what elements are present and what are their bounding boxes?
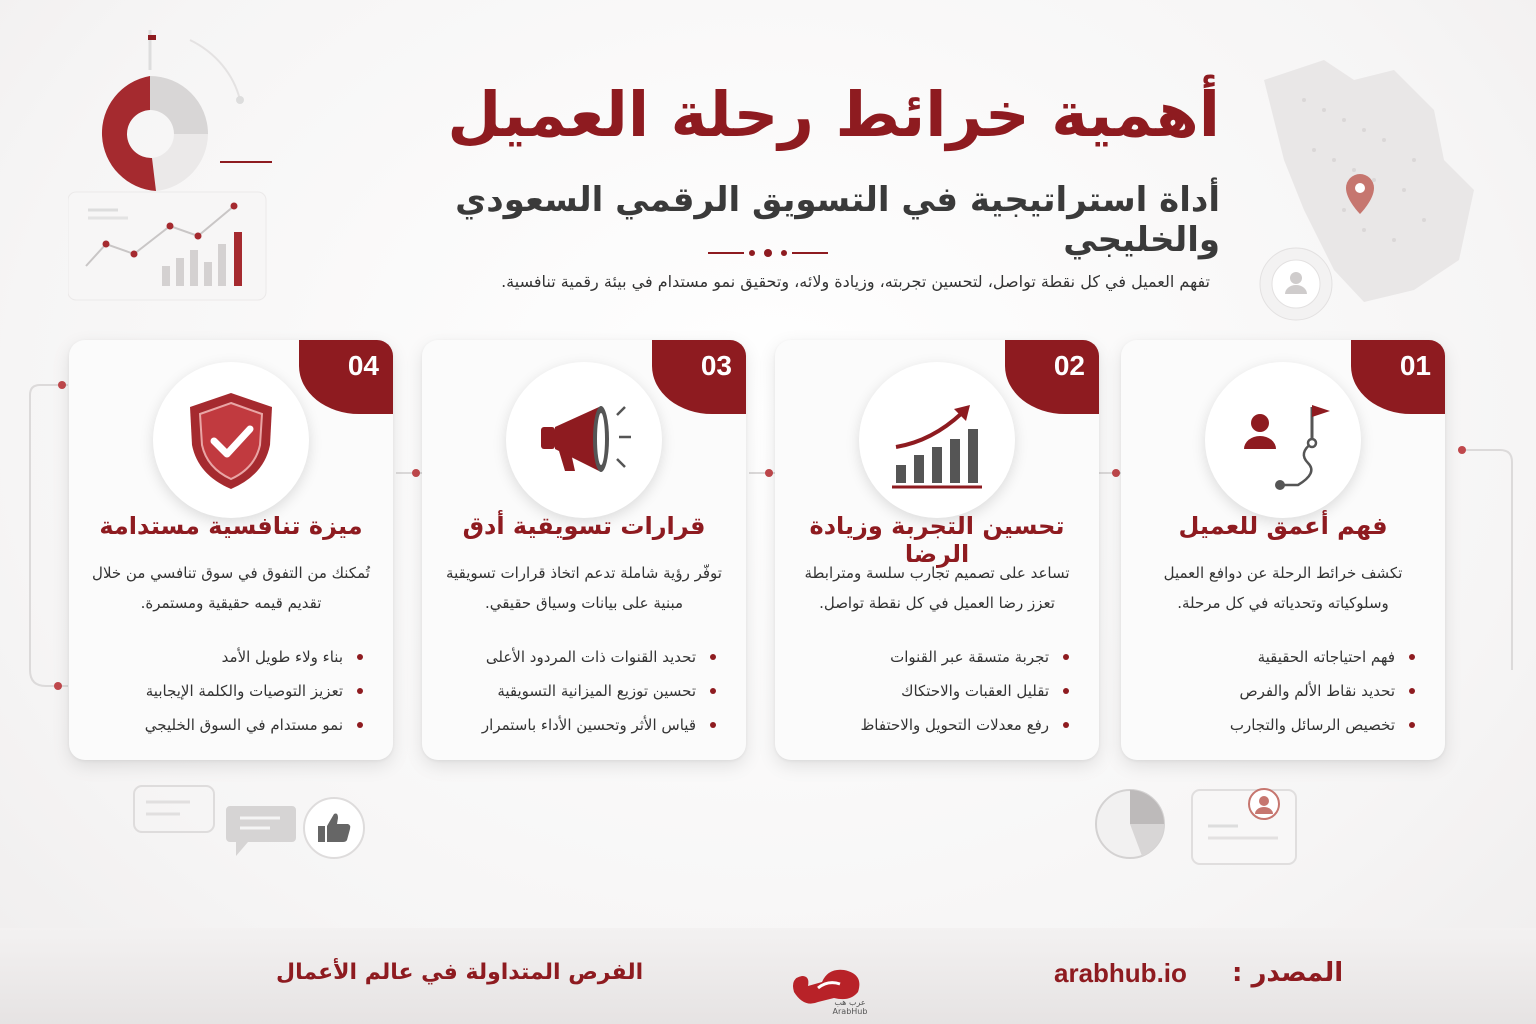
page-subtitle: أداة استراتيجية في التسويق الرقمي السعودي والخليجي [455,180,1220,260]
card-title: فهم أعمق للعميل [1178,512,1388,540]
list-item: تقليل العقبات والاحتكاك [805,674,1069,708]
card-title: ميزة تنافسية مستدامة [99,512,363,540]
list-item: تحسين توزيع الميزانية التسويقية [452,674,716,708]
profile-card-icon [1190,782,1300,868]
list-item: قياس الأثر وتحسين الأداء باستمرار [452,708,716,742]
card-number-badge: 02 [1005,340,1099,414]
list-item: رفع معدلات التحويل والاحتفاظ [805,708,1069,742]
footer-tagline: الفرص المتداولة في عالم الأعمال [276,960,644,985]
source-label: المصدر : [1232,958,1344,988]
card-bullets [452,640,716,742]
list-item: تحديد نقاط الألم والفرص [1151,674,1415,708]
message-icon [226,800,298,860]
card-bullets [1151,640,1415,742]
source-url: arabhub.io [1054,958,1187,988]
list-item: بناء ولاء طويل الأمد [99,640,363,674]
card-marketing-decisions [422,340,746,760]
megaphone-icon [506,362,662,518]
donut-chart-icon [90,30,290,210]
card-description: تُمكنك من التفوق في سوق تنافسي من خلال تقديم قيمه حقيقية ومستمرة. [92,564,370,612]
card-description: توفّر رؤية شاملة تدعم اتخاذ قرارات تسويقية مبنية على بيانات وسياق حقيقي. [446,564,722,612]
customer-path-icon [1205,362,1361,518]
intro-text: تفهم العميل في كل نقطة تواصل، لتحسين تجربته، وزيادة ولائه، وتحقيق نمو مستدام في بيئة رقمية تنافسية. [501,272,1210,291]
card-competitive-advantage [69,340,393,760]
user-circle-icon [1258,246,1334,322]
card-bullets [99,640,363,742]
page-title: أهمية خرائط رحلة العميل [447,78,1220,151]
card-customer-understanding [1121,340,1445,760]
analytics-card-icon [68,188,268,303]
card-number-badge: 03 [652,340,746,414]
card-experience-improvement [775,340,1099,760]
list-item: تجربة متسقة عبر القنوات [805,640,1069,674]
card-description: تساعد على تصميم تجارب سلسة ومترابطة تعزز رضا العميل في كل نقطة تواصل. [804,564,1070,612]
chat-bubble-icon [130,782,220,842]
title-divider [708,246,828,260]
growth-chart-icon [859,362,1015,518]
card-description: تكشف خرائط الرحلة عن دوافع العميل وسلوكياته وتحدياته في كل مرحلة. [1163,564,1403,612]
list-item: تعزيز التوصيات والكلمة الإيجابية [99,674,363,708]
list-item: فهم احتياجاته الحقيقية [1151,640,1415,674]
list-item: نمو مستدام في السوق الخليجي [99,708,363,742]
logo-caption: عرب هب ArabHub [832,998,868,1016]
list-item: تحديد القنوات ذات المردود الأعلى [452,640,716,674]
card-number-badge: 04 [299,340,393,414]
card-bullets [805,640,1069,742]
thumbs-up-icon [302,796,366,860]
card-title: تحسين التجربة وزيادة الرضا [809,512,1065,568]
shield-check-icon [153,362,309,518]
card-number-badge: 01 [1351,340,1445,414]
card-title: قرارات تسويقية أدق [462,512,706,540]
pie-chart-icon [1092,784,1172,864]
list-item: تخصيص الرسائل والتجارب [1151,708,1415,742]
